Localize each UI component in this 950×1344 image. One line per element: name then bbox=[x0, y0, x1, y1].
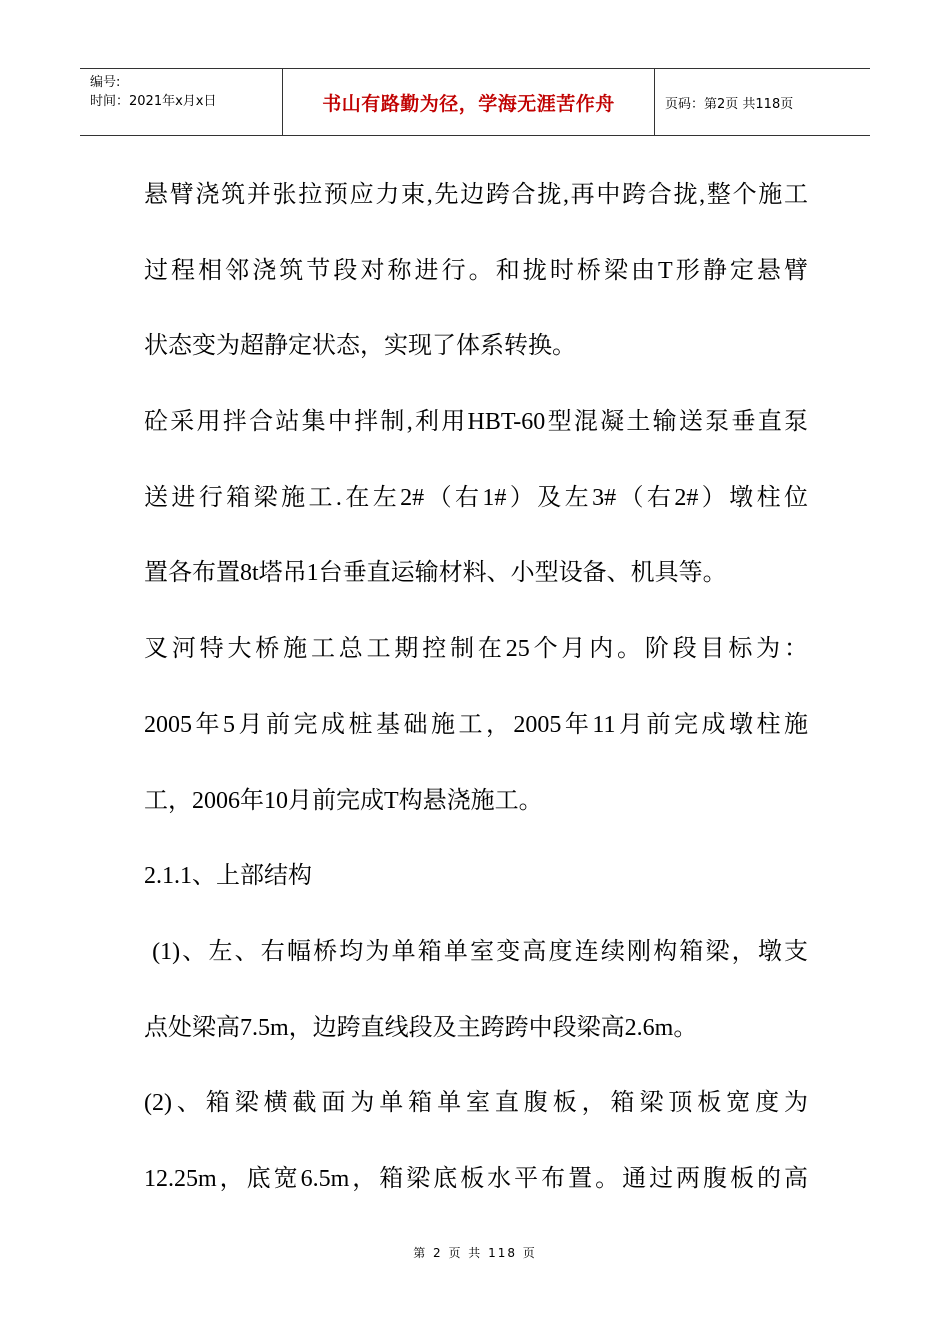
text-line: 2005年5月前完成桩基础施工，2005年11月前完成墩柱施 bbox=[144, 711, 808, 738]
text-line: 12.25m，底宽6.5m，箱梁底板水平布置。通过两腹板的高 bbox=[144, 1165, 808, 1192]
header-page-cell bbox=[655, 69, 870, 135]
header-motto-cell bbox=[283, 69, 655, 135]
page-header bbox=[80, 68, 870, 136]
text-line: 悬臂浇筑并张拉预应力束,先边跨合拢,再中跨合拢,整个施工 bbox=[144, 182, 808, 208]
number-label: 编号: bbox=[90, 75, 121, 90]
section-heading: 2.1.1、上部结构 bbox=[144, 863, 312, 890]
text-line: 砼采用拌合站集中拌制,利用HBT-60型混凝土输送泵垂直泵 bbox=[144, 409, 808, 436]
text-line: 送进行箱梁施工.在左2#（右1#）及左3#（右2#）墩柱位 bbox=[144, 484, 808, 511]
time-label: 时间：2021年x月x日 bbox=[90, 94, 217, 109]
header-info-cell bbox=[80, 69, 283, 135]
text-line: 点处梁高7.5m，边跨直线段及主跨跨中段梁高2.6m。 bbox=[144, 1014, 698, 1041]
text-line: 过程相邻浇筑节段对称进行。和拢时桥梁由T形静定悬臂 bbox=[144, 257, 808, 284]
text-line: 叉河特大桥施工总工期控制在25个月内。阶段目标为： bbox=[144, 636, 808, 663]
footer-page-number: 第 2 页 共 118 页 bbox=[413, 1246, 537, 1260]
text-line: (2)、箱梁横截面为单箱单室直腹板，箱梁顶板宽度为 bbox=[144, 1090, 808, 1117]
page-footer bbox=[0, 1244, 950, 1261]
text-line: 工，2006年10月前完成T构悬浇施工。 bbox=[144, 787, 543, 814]
page-number-label: 页码：第2页 共118页 bbox=[665, 96, 794, 112]
text-line: (1)、左、右幅桥均为单箱单室变高度连续刚构箱梁，墩支 bbox=[144, 938, 808, 965]
text-line: 置各布置8t塔吊1台垂直运输材料、小型设备、机具等。 bbox=[144, 560, 727, 587]
motto-text: 书山有路勤为径，学海无涯苦作舟 bbox=[322, 92, 615, 115]
body-text bbox=[144, 158, 808, 1218]
text-line: 状态变为超静定状态，实现了体系转换。 bbox=[144, 333, 576, 360]
